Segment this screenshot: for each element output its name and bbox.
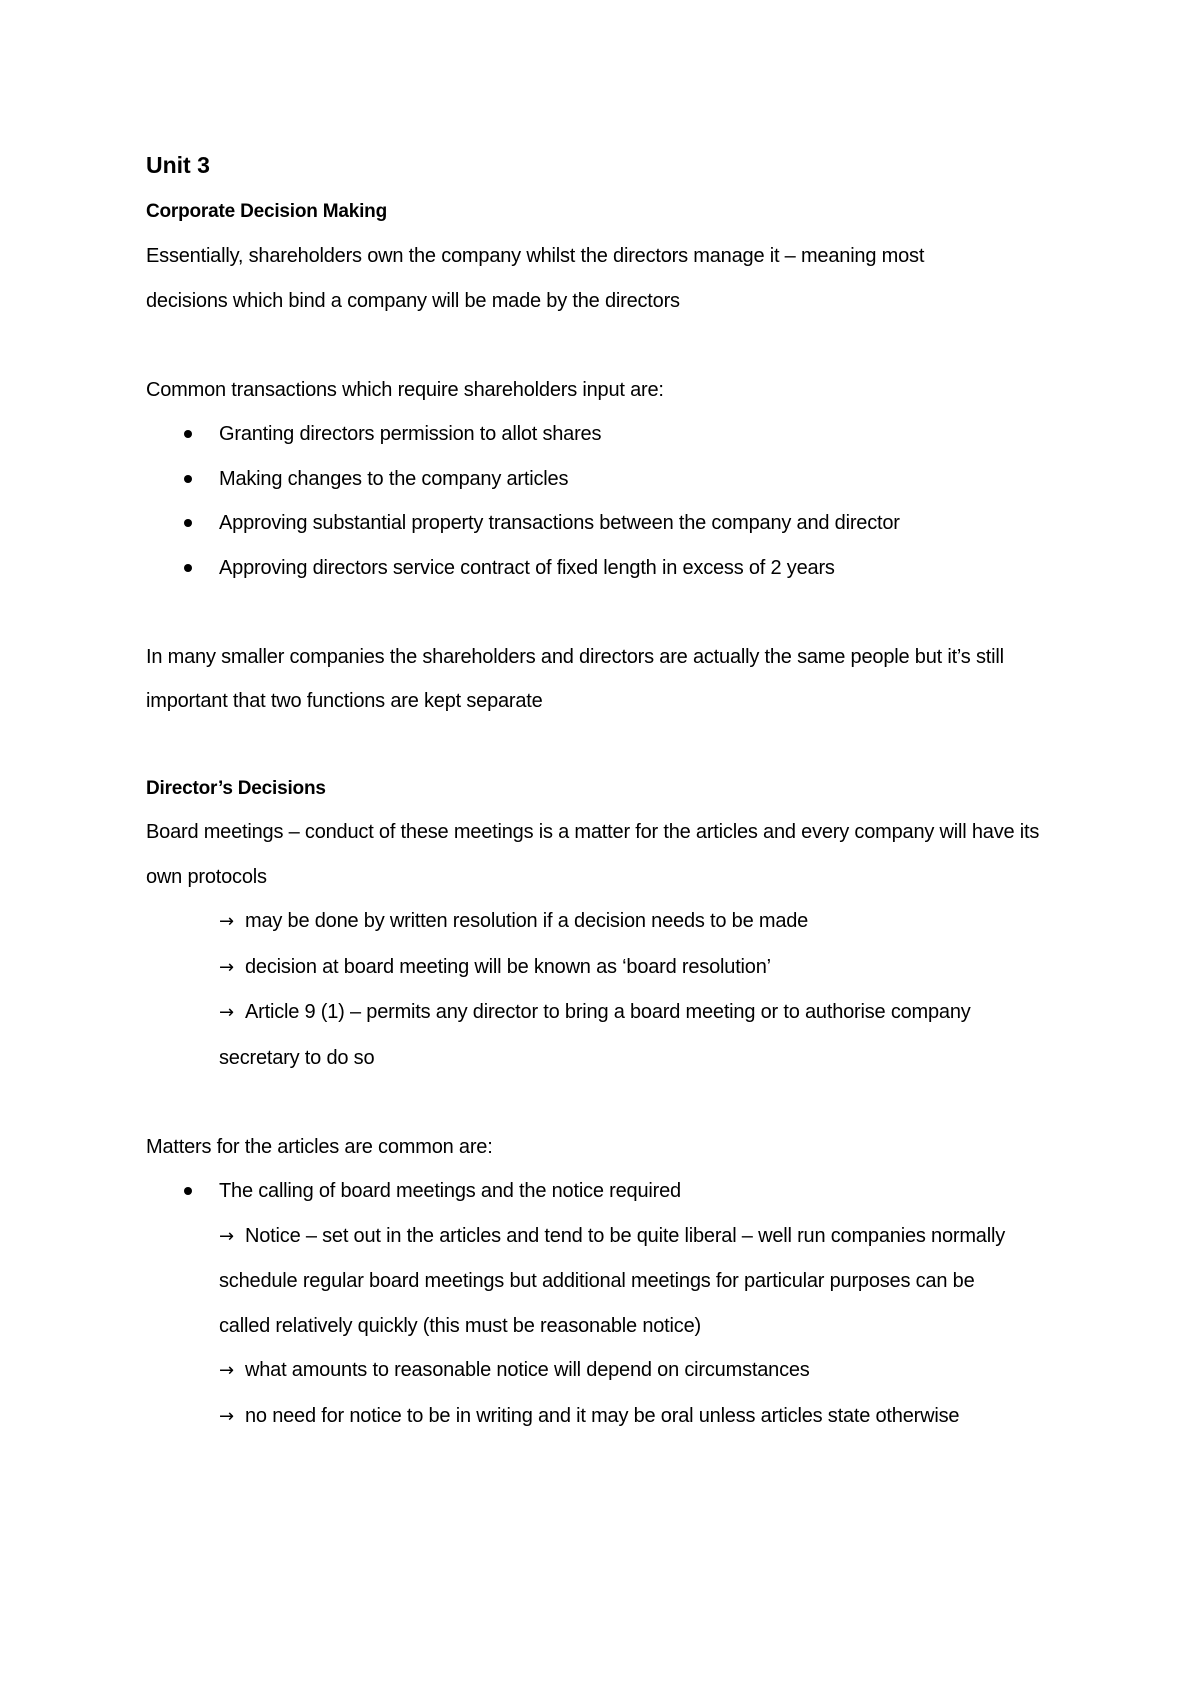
spacer (146, 1080, 1076, 1125)
page-title: Unit 3 (146, 152, 210, 178)
list-item: Approving directors service contract of fixed length in excess of 2 years (146, 546, 1076, 591)
section-heading-corporate-decision-making: Corporate Decision Making (146, 201, 387, 222)
arrow-point: → no need for notice to be in writing and it may be oral unless articles state otherwise (146, 1394, 1009, 1440)
arrow-point: → Notice – set out in the articles and tend to be quite liberal – well run companies normally schedule regular board meetings but additional meetings for particular purposes can be called relatively quickly (this must be reasonable notice) (146, 1214, 1024, 1349)
document-content (146, 145, 1076, 1439)
arrow-point: → may be done by written resolution if a decision needs to be made (146, 899, 1076, 945)
right-arrow-icon: → (219, 1002, 234, 1023)
spacer (146, 590, 1076, 635)
list-item: Approving substantial property transactions between the company and director (146, 501, 1076, 546)
right-arrow-icon: → (219, 1225, 234, 1247)
arrow-point: → what amounts to reasonable notice will depend on circumstances (146, 1348, 1076, 1394)
list-item: Granting directors permission to allot shares (146, 412, 1076, 457)
arrow-point: → decision at board meeting will be known as ‘board resolution’ (146, 945, 1076, 991)
section-heading-directors-decisions: Director’s Decisions (146, 778, 326, 799)
right-arrow-icon: → (219, 911, 234, 932)
arrow-point: → Article 9 (1) – permits any director to bring a board meeting or to authorise company secretary to do so (146, 990, 1009, 1080)
matters-list (146, 1169, 1076, 1214)
board-meetings-paragraph: Board meetings – conduct of these meetings is a matter for the articles and every company will have its own protocols (146, 821, 1040, 888)
intro-paragraph: Essentially, shareholders own the company whilst the directors manage it – meaning most decisions which bind a company will be made by the directors (146, 245, 925, 312)
list-item: The calling of board meetings and the notice required (146, 1169, 1076, 1214)
spacer (146, 323, 1076, 368)
right-arrow-icon: → (219, 1405, 234, 1427)
transactions-list (146, 412, 1076, 590)
bullet-icon (184, 475, 192, 483)
right-arrow-icon: → (219, 1360, 234, 1381)
transactions-lead: Common transactions which require shareholders input are: (146, 378, 664, 401)
matters-lead: Matters for the articles are common are: (146, 1135, 493, 1158)
bullet-icon (184, 519, 192, 527)
bullet-icon (184, 564, 192, 572)
spacer (146, 724, 1076, 769)
list-item: Making changes to the company articles (146, 457, 1076, 502)
bullet-icon (184, 430, 192, 438)
right-arrow-icon: → (219, 956, 234, 978)
bullet-icon (184, 1187, 192, 1195)
small-companies-paragraph: In many smaller companies the shareholders and directors are actually the same people but it’s still important that two functions are kept separate (146, 645, 1004, 712)
